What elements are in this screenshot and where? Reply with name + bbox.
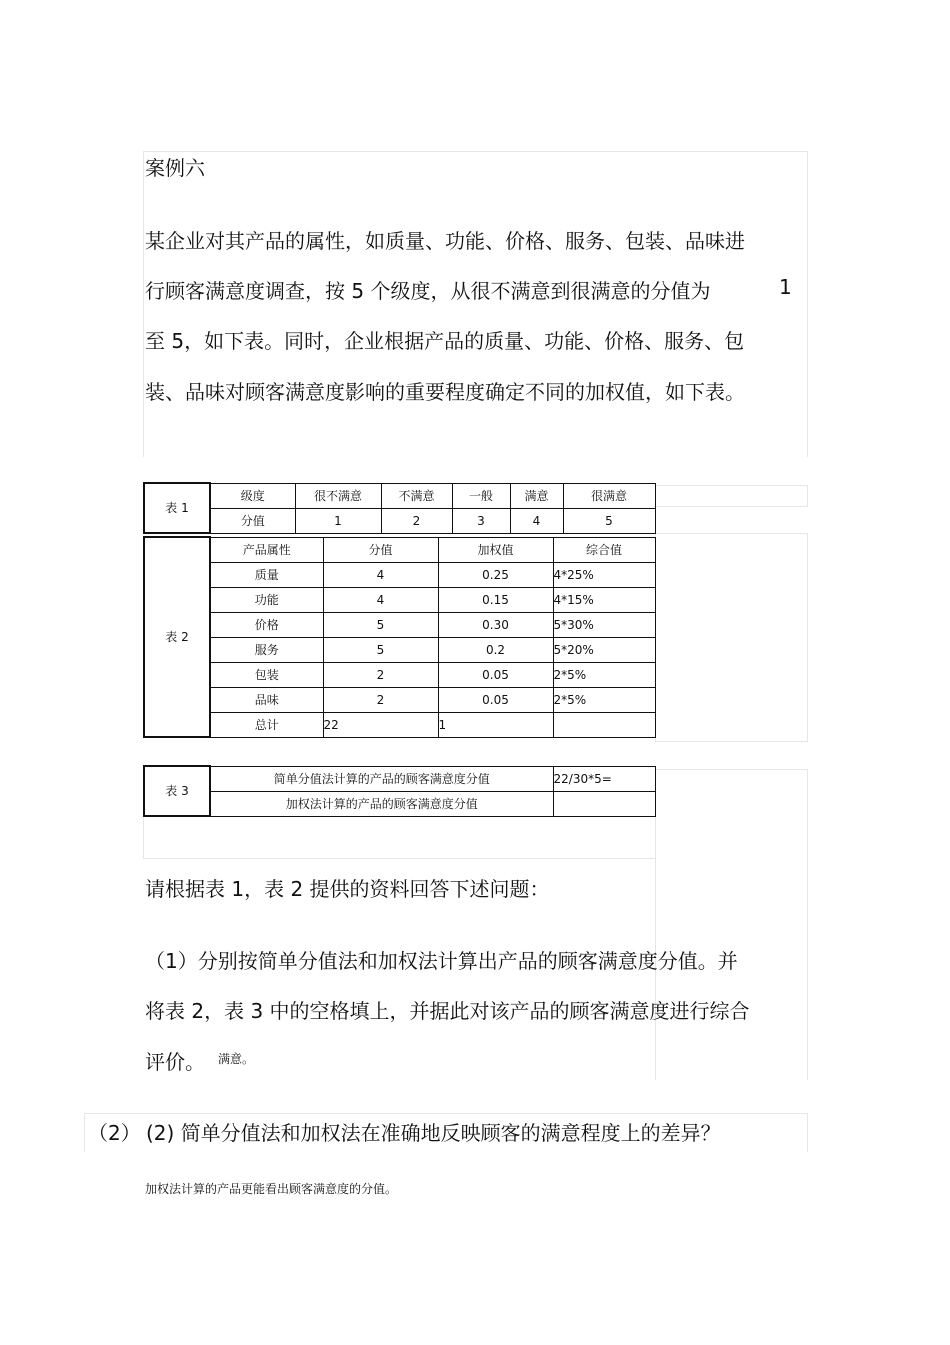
score-cell: 5 <box>323 637 438 662</box>
intro-line-1: 某企业对其产品的属性，如质量、功能、价格、服务、包装、品味进 <box>145 229 745 253</box>
table1-level: 满意 <box>510 483 563 508</box>
table2-header: 产品属性 <box>210 537 323 562</box>
table-row <box>144 637 655 662</box>
intro-line-3: 至 5，如下表。同时，企业根据产品的质量、功能、价格、服务、包 <box>145 329 745 353</box>
table-row <box>144 687 655 712</box>
q1-line-1: （1）分别按简单分值法和加权法计算出产品的顾客满意度分值。并 <box>145 949 738 973</box>
table2-header: 加权值 <box>438 537 553 562</box>
score-cell: 2 <box>323 662 438 687</box>
composite-cell: 5*30% <box>553 612 655 637</box>
weight-cell: 0.2 <box>438 637 553 662</box>
table1-score: 1 <box>295 508 381 533</box>
table2-header: 分值 <box>323 537 438 562</box>
table-2 <box>143 536 656 738</box>
table-row <box>144 662 655 687</box>
frame-table3-right <box>655 769 808 1080</box>
attribute-cell: 服务 <box>210 637 323 662</box>
table2-header: 综合值 <box>553 537 655 562</box>
score-cell: 4 <box>323 587 438 612</box>
table1-score: 4 <box>510 508 563 533</box>
score-cell: 4 <box>323 562 438 587</box>
attribute-cell: 品味 <box>210 687 323 712</box>
composite-cell: 2*5% <box>553 687 655 712</box>
table1-level: 一般 <box>452 483 510 508</box>
table1-score: 3 <box>452 508 510 533</box>
attribute-cell: 包装 <box>210 662 323 687</box>
weight-cell: 0.30 <box>438 612 553 637</box>
table3-label: 表 3 <box>144 766 210 816</box>
total-label: 总计 <box>210 712 323 737</box>
q2-text: (2) 简单分值法和加权法在准确地反映顾客的满意程度上的差异？ <box>146 1121 721 1145</box>
q2-prefix: （2） <box>88 1121 141 1145</box>
table3-weighted-value <box>553 791 655 816</box>
weight-cell: 0.15 <box>438 587 553 612</box>
table3-simple-value: 22/30*5= <box>553 766 655 791</box>
table-3 <box>143 765 656 817</box>
weight-cell: 0.05 <box>438 687 553 712</box>
q1-line-3: 评价。 <box>145 1050 205 1074</box>
table1-label: 表 1 <box>144 483 210 533</box>
table-row <box>144 587 655 612</box>
table3-weighted-label: 加权法计算的产品的顾客满意度分值 <box>210 791 553 816</box>
composite-cell: 4*25% <box>553 562 655 587</box>
question-intro: 请根据表 1，表 2 提供的资料回答下述问题： <box>145 877 550 901</box>
composite-cell: 4*15% <box>553 587 655 612</box>
total-score: 22 <box>323 712 438 737</box>
table1-level: 不满意 <box>381 483 452 508</box>
frame-table1-right <box>655 485 808 507</box>
weight-cell: 0.05 <box>438 662 553 687</box>
text-frame-intro <box>143 151 808 457</box>
frame-table3-bottom <box>143 818 656 859</box>
table1-level: 很满意 <box>563 483 655 508</box>
composite-cell: 5*20% <box>553 637 655 662</box>
intro-line-2-tail: 1 <box>779 275 792 299</box>
attribute-cell: 功能 <box>210 587 323 612</box>
composite-cell: 2*5% <box>553 662 655 687</box>
table1-level: 很不满意 <box>295 483 381 508</box>
weight-cell: 0.25 <box>438 562 553 587</box>
table-row <box>144 562 655 587</box>
table1-score-header: 分值 <box>210 508 295 533</box>
score-cell: 5 <box>323 612 438 637</box>
total-weight: 1 <box>438 712 553 737</box>
attribute-cell: 价格 <box>210 612 323 637</box>
table3-simple-label: 简单分值法计算的产品的顾客满意度分值 <box>210 766 553 791</box>
table2-label: 表 2 <box>144 537 210 737</box>
case-title: 案例六 <box>145 156 205 180</box>
score-cell: 2 <box>323 687 438 712</box>
q1-answer: 满意。 <box>218 1052 255 1066</box>
q1-line-2: 将表 2，表 3 中的空格填上，并据此对该产品的顾客满意度进行综合 <box>145 999 750 1023</box>
frame-table2-right <box>655 533 808 742</box>
attribute-cell: 质量 <box>210 562 323 587</box>
table1-score: 5 <box>563 508 655 533</box>
table-row <box>144 612 655 637</box>
total-composite <box>553 712 655 737</box>
table1-level-header: 级度 <box>210 483 295 508</box>
intro-line-4: 装、品味对顾客满意度影响的重要程度确定不同的加权值，如下表。 <box>145 380 745 404</box>
table-total-row <box>144 712 655 737</box>
intro-line-2: 行顾客满意度调查，按 5 个级度，从很不满意到很满意的分值为 <box>145 279 711 303</box>
table-1 <box>143 482 656 534</box>
q2-answer: 加权法计算的产品更能看出顾客满意度的分值。 <box>145 1182 398 1196</box>
table1-score: 2 <box>381 508 452 533</box>
